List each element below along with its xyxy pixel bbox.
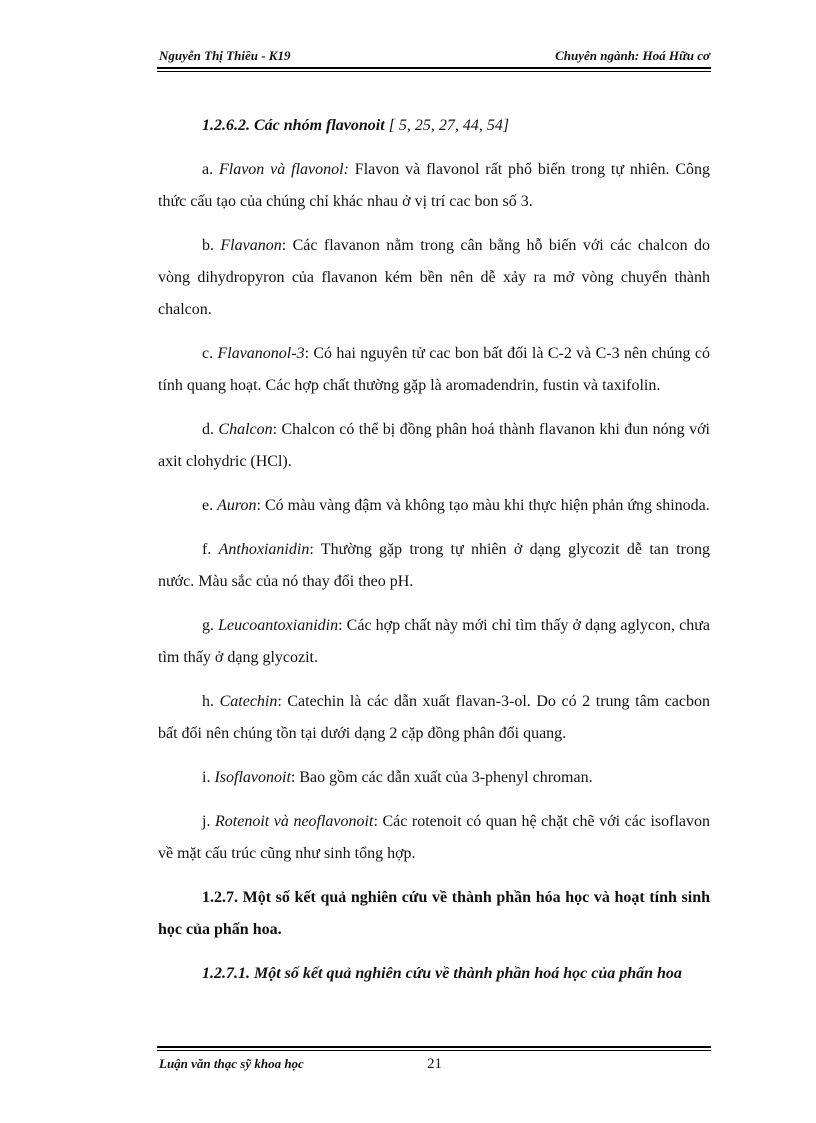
term-c: Flavanonol-3 xyxy=(217,345,305,362)
term-e: Auron xyxy=(217,497,257,514)
term-d: Chalcon xyxy=(218,421,273,438)
footer-thesis-label: Luận văn thạc sỹ khoa học xyxy=(159,1056,304,1071)
term-h: Catechin xyxy=(219,693,278,710)
heading-1262-refs: [ 5, 25, 27, 44, 54] xyxy=(384,117,510,134)
header-major: Chuyên ngành: Hoá Hữu cơ xyxy=(555,48,710,63)
page-number: 21 xyxy=(427,1056,442,1072)
page-body xyxy=(158,110,710,1002)
list-item-c: c. Flavanonol-3: Có hai nguyên tử cac bon bất đối là C-2 và C-3 nên chúng có tính quang hoạt. Các hợp chất thường gặp là aromadendrin, fustin và taxifolin. xyxy=(158,345,710,394)
heading-1262 xyxy=(158,110,710,142)
list-item-f: f. Anthoxianidin: Thường gặp trong tự nhiên ở dạng glycozit dễ tan trong nước. Màu sắc của nó thay đổi theo pH. xyxy=(158,541,711,590)
list-item-i: i. Isoflavonoit: Bao gồm các dẫn xuất của 3-phenyl chroman. xyxy=(202,769,593,786)
page-footer xyxy=(159,1056,442,1072)
term-a: Flavon và flavonol: xyxy=(218,161,349,178)
header-author: Nguyễn Thị Thiều - K19 xyxy=(159,48,291,63)
list-item-h: h. Catechin: Catechin là các dẫn xuất flavan-3-ol. Do có 2 trung tâm cacbon bất đối nên chúng tồn tại dưới dạng 2 cặp đồng phân đối quang. xyxy=(158,693,711,742)
list-item-d: d. Chalcon: Chalcon có thể bị đồng phân hoá thành flavanon khi đun nóng với axit clohydric (HCl). xyxy=(158,421,711,470)
term-b: Flavanon xyxy=(220,237,282,254)
page-header xyxy=(157,46,710,66)
term-i: Isoflavonoit xyxy=(214,769,291,786)
term-f: Anthoxianidin xyxy=(218,541,310,558)
list-item-e: e. Auron: Có màu vàng đậm và không tạo màu khi thực hiện phản ứng shinoda. xyxy=(202,497,710,514)
list-item-b: b. Flavanon: Các flavanon nằm trong cân bằng hỗ biến với các chalcon do vòng dihydropyron của flavanon kém bền nên dễ xảy ra mở vòng chuyển thành chalcon. xyxy=(158,237,710,318)
term-j: Rotenoit và neoflavonoit xyxy=(215,813,374,830)
heading-127: 1.2.7. Một số kết quả nghiên cứu về thành phần hóa học và hoạt tính sinh học của phấn hoa. xyxy=(158,889,710,938)
heading-1271: 1.2.7.1. Một số kết quả nghiên cứu về thành phần hoá học của phấn hoa xyxy=(202,965,682,982)
footer-rule xyxy=(157,1046,711,1051)
list-item-g: g. Leucoantoxianidin: Các hợp chất này mới chỉ tìm thấy ở dạng aglycon, chưa tìm thấy ở dạng glycozit. xyxy=(158,617,710,666)
header-rule xyxy=(157,67,711,72)
heading-1262-title: 1.2.6.2. Các nhóm flavonoit xyxy=(202,117,385,134)
list-item-a: a. Flavon và flavonol: Flavon và flavonol rất phổ biến trong tự nhiên. Công thức cấu tạo của chúng chỉ khác nhau ở vị trí cac bon số 3. xyxy=(158,161,711,210)
term-g: Leucoantoxianidin xyxy=(218,617,339,634)
list-item-j: j. Rotenoit và neoflavonoit: Các rotenoit có quan hệ chặt chẽ với các isoflavon về mặt cấu trúc cũng như sinh tổng hợp. xyxy=(158,813,711,862)
